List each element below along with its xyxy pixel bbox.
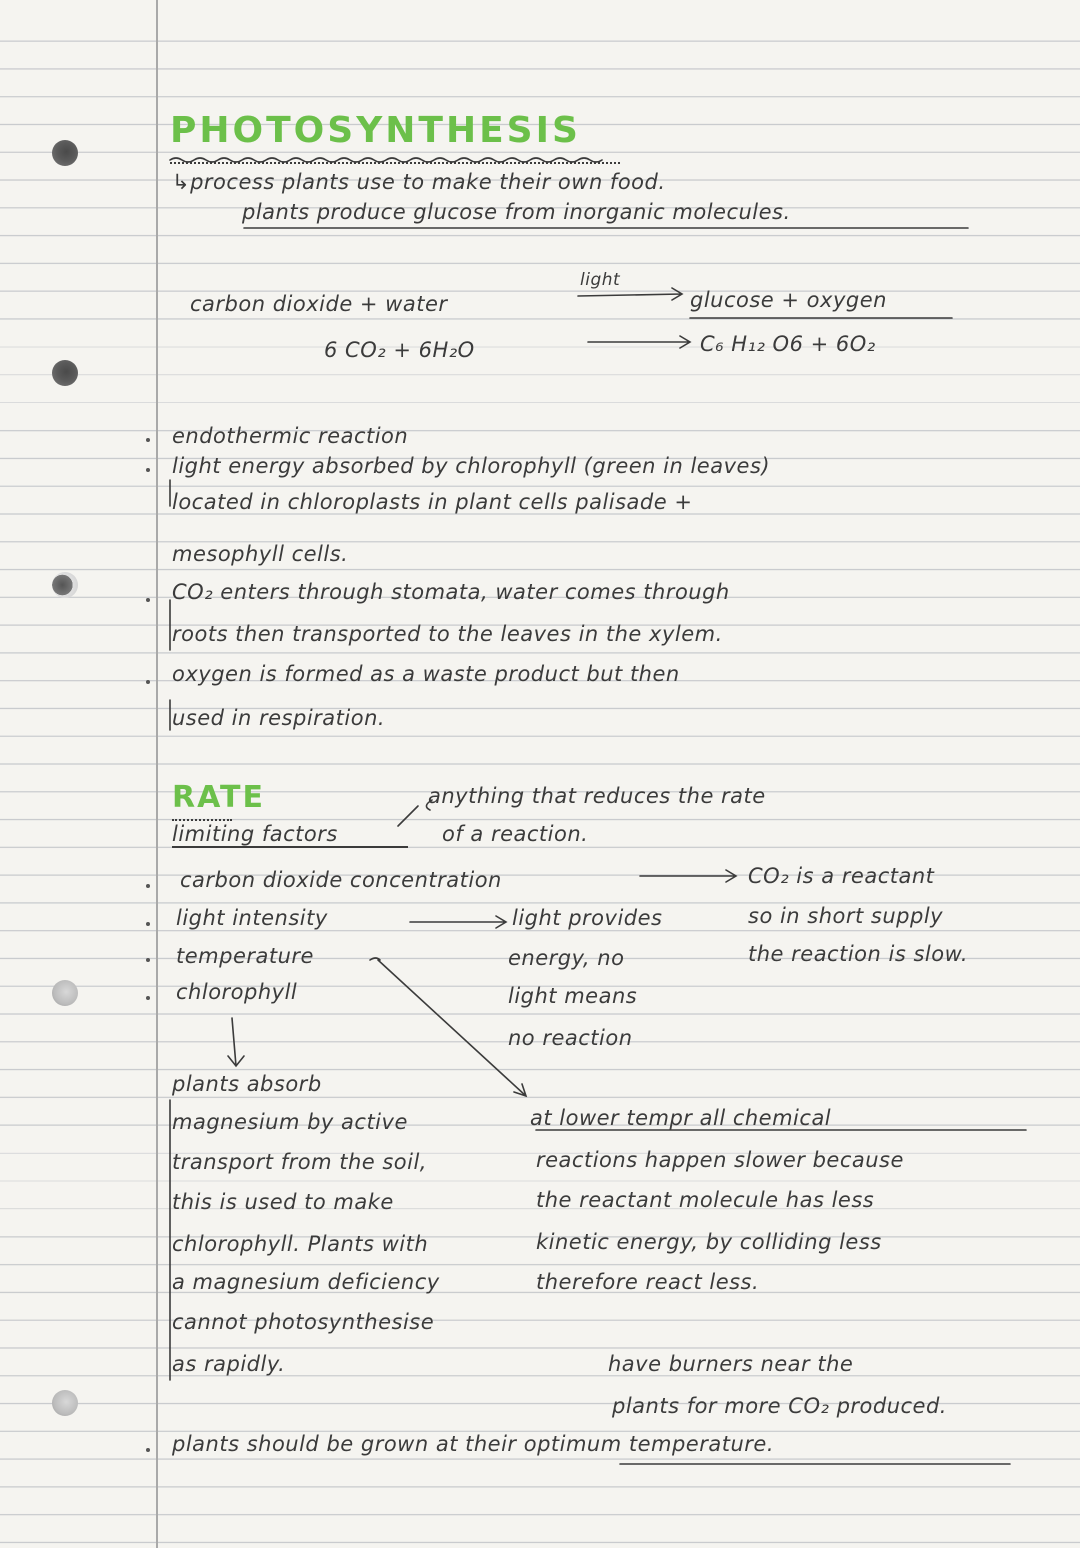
chlorophyll-arrow: [228, 1018, 244, 1066]
co2-arrow: [640, 870, 736, 882]
temperature-note-line: kinetic energy, by colliding less: [536, 1230, 882, 1254]
chlorophyll-note-line: chlorophyll. Plants with: [172, 1232, 429, 1256]
word-equation-products: glucose + oxygen: [690, 288, 887, 312]
co2-note-line: the reaction is slow.: [748, 942, 969, 966]
symbol-equation-reactants: 6 CO₂ + 6H₂O: [324, 338, 475, 362]
note-line: mesophyll cells.: [172, 542, 349, 566]
light-note-line: energy, no: [508, 946, 625, 970]
intro-line: plants produce glucose from inorganic molecules.: [242, 200, 791, 224]
note-line: roots then transported to the leaves in the xylem.: [172, 622, 723, 646]
chlorophyll-note-line: plants absorb: [172, 1072, 322, 1096]
optimum-note: plants should be grown at their optimum temperature.: [172, 1432, 775, 1456]
temperature-note-line: the reactant molecule has less: [536, 1188, 875, 1212]
note-line: used in respiration.: [172, 706, 386, 730]
temperature-note-line: therefore react less.: [536, 1270, 760, 1294]
note-line: located in chloroplasts in plant cells palisade +: [172, 490, 693, 514]
equation-arrow-symbol: [588, 336, 690, 348]
light-note-line: light provides: [512, 906, 663, 930]
title-wave: [170, 158, 602, 162]
factor-chlorophyll: chlorophyll: [176, 980, 298, 1004]
chlorophyll-note-line: transport from the soil,: [172, 1150, 427, 1174]
light-note-line: no reaction: [508, 1026, 633, 1050]
burners-note-line: plants for more CO₂ produced.: [612, 1394, 947, 1418]
temperature-note-line: reactions happen slower because: [536, 1148, 904, 1172]
factor-light: light intensity: [176, 906, 328, 930]
burners-note-line: have burners near the: [608, 1352, 854, 1376]
chlorophyll-note-line: cannot photosynthesise: [172, 1310, 435, 1334]
note-line: CO₂ enters through stomata, water comes through: [172, 580, 730, 604]
rate-definition: anything that reduces the rate: [428, 784, 766, 808]
chlorophyll-note-line: a magnesium deficiency: [172, 1270, 440, 1294]
page-title: PHOTOSYNTHESIS: [170, 110, 581, 151]
rate-definition: of a reaction.: [442, 822, 589, 846]
light-arrow: [410, 916, 506, 928]
chlorophyll-note-line: magnesium by active: [172, 1110, 408, 1134]
light-note-line: light means: [508, 984, 638, 1008]
equation-condition: light: [580, 270, 621, 290]
factor-temperature: temperature: [176, 944, 314, 968]
intro-line: ↳process plants use to make their own food.: [172, 170, 666, 194]
temperature-arrow: [378, 960, 526, 1096]
chlorophyll-note-line: this is used to make: [172, 1190, 394, 1214]
chlorophyll-note-line: as rapidly.: [172, 1352, 286, 1376]
factor-co2: carbon dioxide concentration: [180, 868, 502, 892]
co2-note-line: so in short supply: [748, 904, 944, 928]
note-line: endothermic reaction: [172, 424, 409, 448]
limiting-factors-label: limiting factors: [172, 822, 338, 846]
co2-note-line: CO₂ is a reactant: [748, 864, 935, 888]
note-line: light energy absorbed by chlorophyll (green in leaves): [172, 454, 771, 478]
temperature-note-line: at lower tempr all chemical: [530, 1106, 832, 1130]
definition-arrow: [398, 800, 432, 826]
rate-heading: RATE: [172, 780, 265, 815]
equation-arrow-word: [578, 288, 682, 300]
temperature-squiggle: [370, 958, 380, 960]
symbol-equation-products: C₆ H₁₂ O6 + 6O₂: [700, 332, 876, 356]
word-equation-reactants: carbon dioxide + water: [190, 292, 448, 316]
note-line: oxygen is formed as a waste product but then: [172, 662, 680, 686]
